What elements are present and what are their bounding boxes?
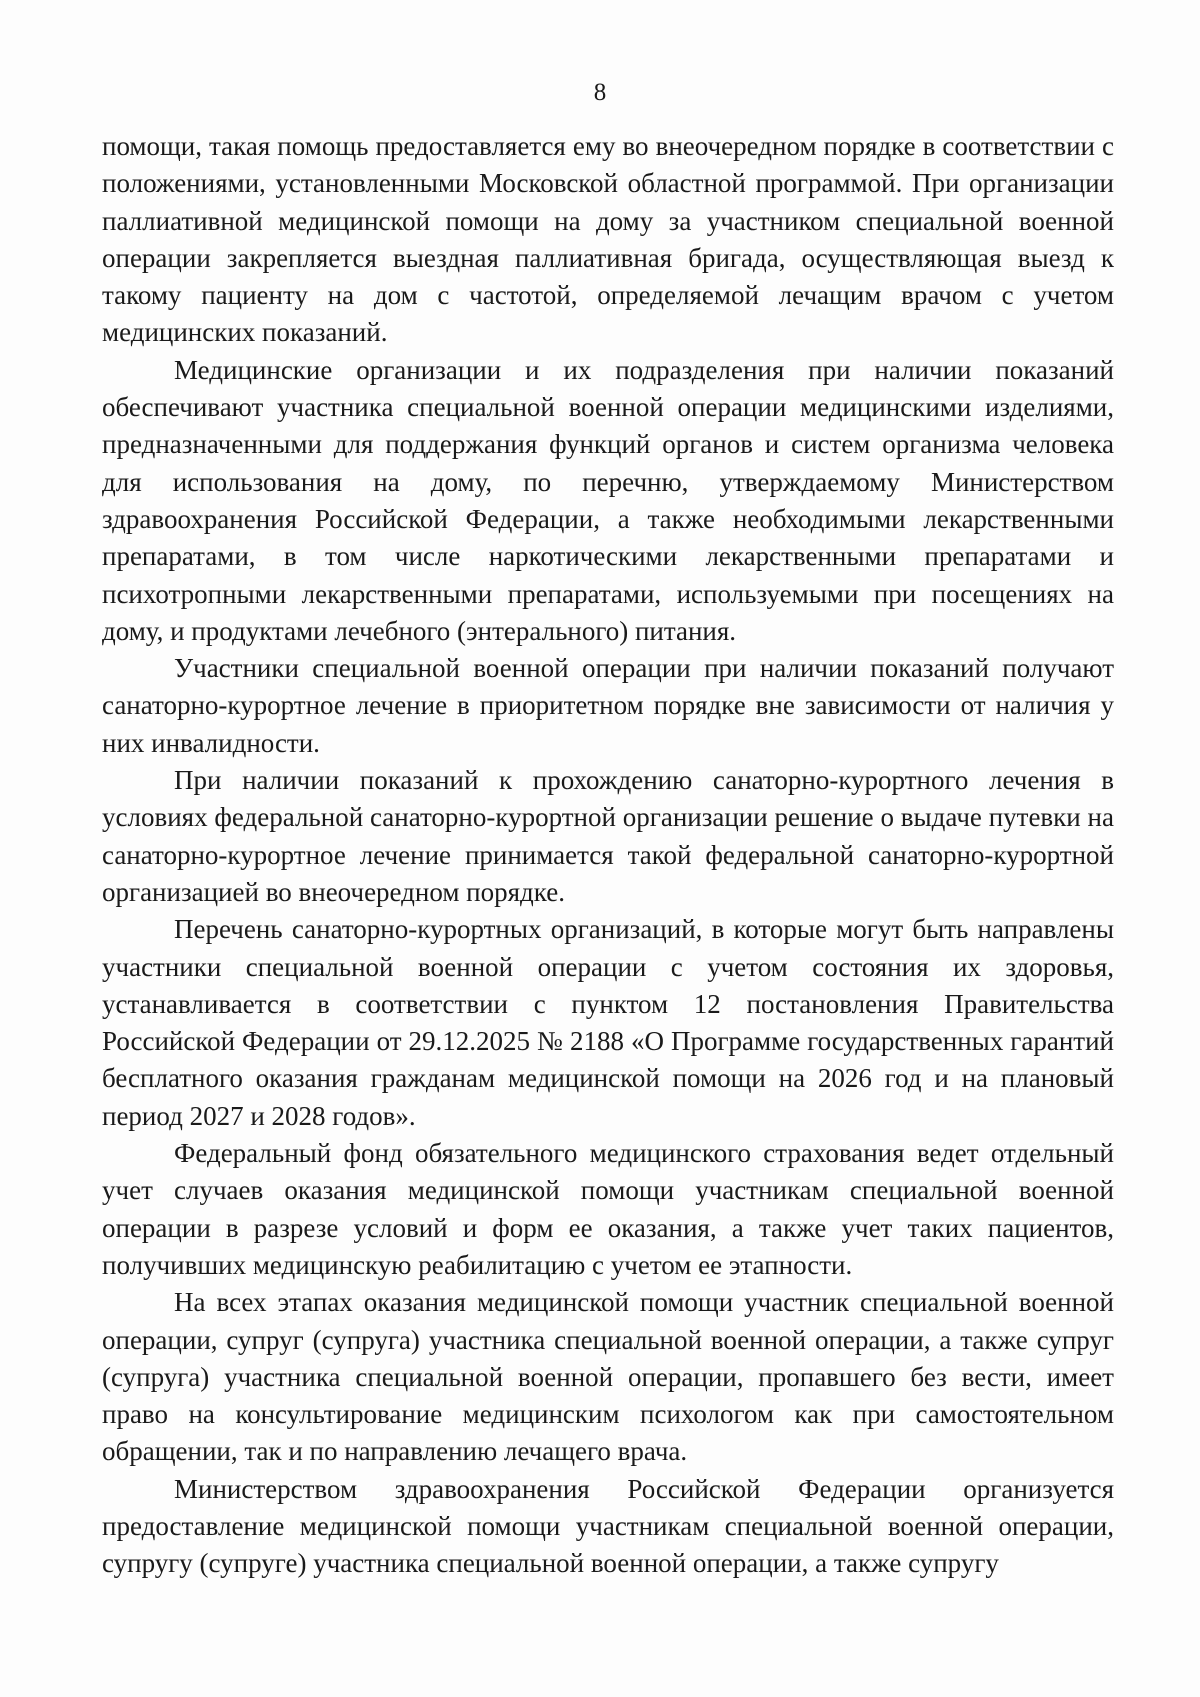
paragraph-sanatorium-list: Перечень санаторно-курортных организаций, в которые могут быть направлены участники специальной военной операции с учетом состояния их здоровья, устанавливается в соответствии с пунктом 12 постановления Правительства Российской Федерации от 29.12.2025 № 2188 «О Программе государственных гарантий бесплатного оказания гражданам медицинской помощи на 2026 год и на плановый период 2027 и 2028 годов». [102,914,1114,1131]
paragraph-insurance-fund: Федеральный фонд обязательного медицинского страхования ведет отдельный учет случаев оказания медицинской помощи участникам специальной военной операции в разрезе условий и форм ее оказания, а также учет таких пациентов, получивших медицинскую реабилитацию с учетом ее этапности. [102,1138,1114,1280]
paragraph-psychologist: На всех этапах оказания медицинской помощи участник специальной военной операции, супруг (супруга) участника специальной военной операции, а также супруг (супруга) участника специальной военной операции, пропавшего без вести, имеет право на консультирование медицинским психологом как при самостоятельном обращении, так и по направлению лечащего врача. [102,1287,1114,1467]
paragraph-medical-devices: Медицинские организации и их подразделения при наличии показаний обеспечивают участника специальной военной операции медицинскими изделиями, предназначенными для поддержания функций органов и систем организма человека для использования на дому, по перечню, утверждаемому Министерством здравоохранения Российской Федерации, а также необходимыми лекарственными препаратами, в том числе наркотическими лекарственными препаратами и психотропными лекарственными препаратами, используемыми при посещениях на дому, и продуктами лечебного (энтерального) питания. [102,354,1114,646]
paragraph-federal-sanatorium: При наличии показаний к прохождению санаторно-курортного лечения в условиях федеральной санаторно-курортной организации решение о выдаче путевки на санаторно-курортное лечение принимается такой федеральной санаторно-курортной организацией во внеочередном порядке. [102,765,1114,907]
paragraph-sanatorium-priority: Участники специальной военной операции при наличии показаний получают санаторно-курортное лечение в приоритетном порядке вне зависимости от наличия у них инвалидности. [102,653,1114,758]
paragraph-continuation: помощи, такая помощь предоставляется ему во внеочередном порядке в соответствии с положениями, установленными Московской областной программой. При организации паллиативной медицинской помощи на дому за участником специальной военной операции закрепляется выездная паллиативная бригада, осуществляющая выезд к такому пациенту на дом с частотой, определяемой лечащим врачом с учетом медицинских показаний. [102,131,1114,348]
paragraph-ministry: Министерством здравоохранения Российской Федерации организуется предоставление медицинской помощи участникам специальной военной операции, супругу (супруге) участника специальной военной операции, а также супругу [102,1473,1114,1579]
page-number: 8 [593,79,607,106]
document-body [102,128,1114,1583]
